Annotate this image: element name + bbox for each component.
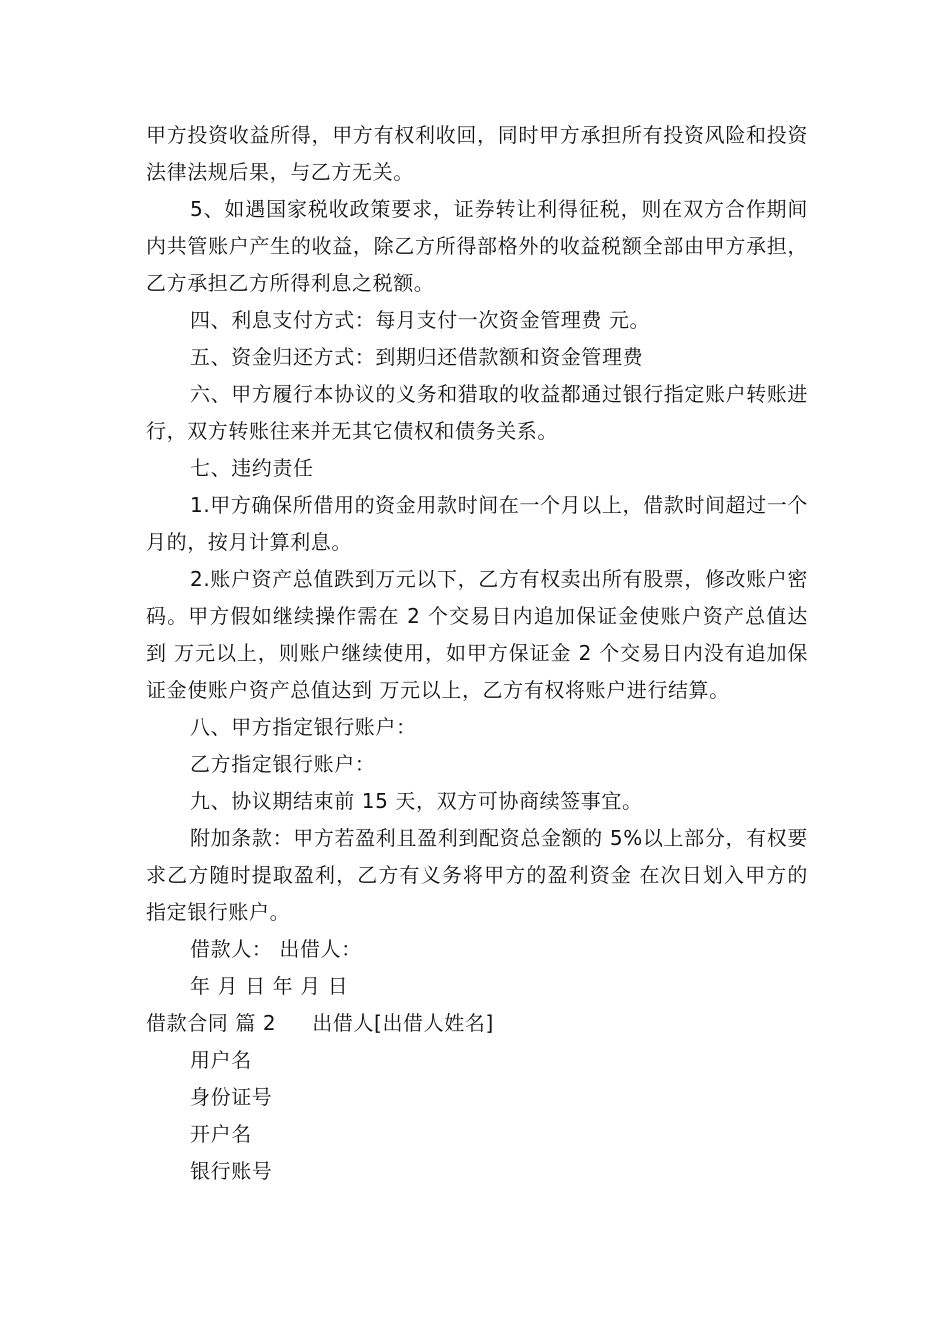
field-username-label: 用户名	[190, 1048, 252, 1072]
section-title: 借款合同 篇 2	[146, 1011, 277, 1035]
paragraph-additional-terms: 附加条款：甲方若盈利且盈利到配资总金额的 5%以上部分，有权要求乙方随时提取盈利，乙方有义务将甲方的盈利资金 在次日划入甲方的指定银行账户。	[146, 826, 808, 924]
paragraph-party-a-bank-account: 八、甲方指定银行账户：	[190, 715, 417, 739]
field-bank-account-label: 银行账号	[190, 1159, 273, 1183]
signature-line: 借款人： 出借人：	[190, 937, 362, 961]
date-line: 年 月 日 年 月 日	[190, 974, 349, 998]
paragraph-tax-clause: 5、如遇国家税收政策要求，证券转让利得征税，则在双方合作期间内共管账户产生的收益，除乙方所得部格外的收益税额全部由甲方承担，乙方承担乙方所得利息之税额。	[146, 197, 808, 295]
lender-label: 出借人[出借人姓名]	[312, 1011, 494, 1035]
field-account-name-label: 开户名	[190, 1122, 252, 1146]
section-heading	[146, 1005, 808, 1042]
document-body	[146, 117, 808, 1190]
heading-breach-liability: 七、违约责任	[190, 456, 314, 480]
field-id-number-label: 身份证号	[190, 1085, 273, 1109]
paragraph-investment-returns: 甲方投资收益所得，甲方有权利收回，同时甲方承担所有投资风险和投资法律法规后果，与乙方无关。	[146, 123, 808, 184]
paragraph-breach-item-1: 1.甲方确保所借用的资金用款时间在一个月以上，借款时间超过一个月的，按月计算利息。	[146, 493, 808, 554]
paragraph-bank-transfer: 六、甲方履行本协议的义务和猎取的收益都通过银行指定账户转账进行，双方转账往来并无其它债权和债务关系。	[146, 382, 808, 443]
paragraph-breach-item-2: 2.账户资产总值跌到万元以下，乙方有权卖出所有股票，修改账户密码。甲方假如继续操作需在 2 个交易日内追加保证金使账户资产总值达到 万元以上，则账户继续使用，如甲方保证金 2 个交易日内没有追加保证金使账户资产总值达到 万元以上，乙方有权将账户进行结算。	[146, 567, 808, 702]
paragraph-fund-return: 五、资金归还方式：到期归还借款额和资金管理费	[190, 345, 644, 369]
paragraph-party-b-bank-account: 乙方指定银行账户：	[190, 752, 376, 776]
paragraph-interest-payment: 四、利息支付方式：每月支付一次资金管理费 元。	[190, 308, 651, 332]
paragraph-renewal: 九、协议期结束前 15 天，双方可协商续签事宜。	[190, 789, 643, 813]
